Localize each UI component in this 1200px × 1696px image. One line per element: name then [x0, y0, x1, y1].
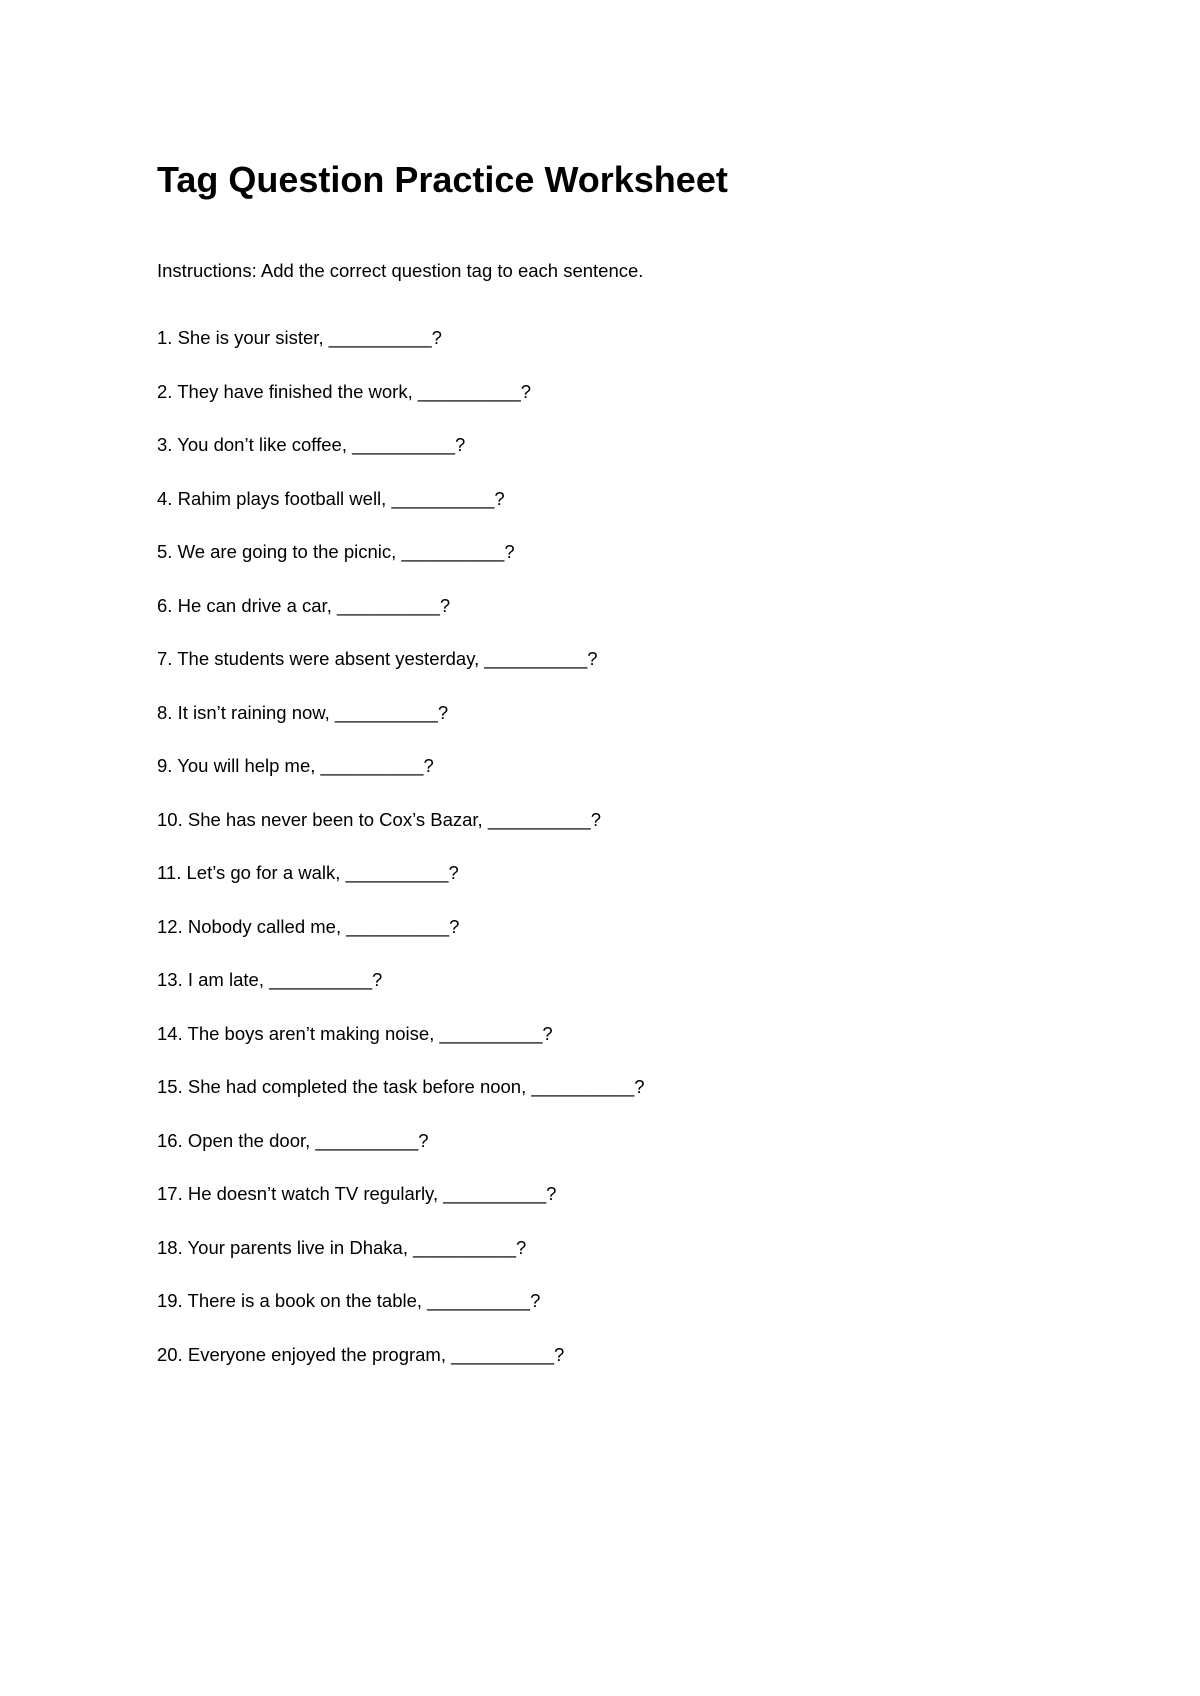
answer-blank: __________ [391, 487, 495, 509]
question-text: The boys aren’t making noise , [188, 1023, 440, 1044]
question-mark: ? [515, 1236, 527, 1258]
question-number: 14 . [157, 1023, 188, 1044]
question-text: Open the door , [188, 1130, 316, 1151]
answer-blank: __________ [487, 808, 591, 830]
answer-blank: __________ [334, 701, 438, 723]
question-item [157, 325, 645, 379]
question-mark: ? [439, 594, 451, 616]
question-number: 11 . [157, 862, 187, 883]
question-mark: ? [542, 1022, 553, 1044]
question-number: 9 . [157, 755, 177, 776]
question-number: 6 . [157, 595, 178, 616]
question-mark: ? [448, 862, 459, 883]
question-text: I am late , [188, 969, 269, 990]
question-number: 20 . [157, 1344, 188, 1365]
question-item [157, 1074, 645, 1128]
question-mark: ? [423, 755, 434, 776]
question-number: 3 . [157, 434, 177, 455]
question-item [157, 379, 645, 433]
question-number: 7 . [157, 648, 177, 669]
question-mark: ? [494, 487, 505, 509]
question-text: She had completed the task before noon , [188, 1076, 532, 1097]
question-mark: ? [449, 915, 460, 937]
question-mark: ? [554, 1343, 565, 1365]
instructions: Instructions: Add the correct question tag to each sentence. [157, 260, 644, 281]
question-number: 12 . [157, 916, 188, 937]
answer-blank: __________ [443, 1183, 547, 1204]
question-mark: ? [546, 1183, 557, 1204]
question-mark: ? [431, 327, 442, 348]
question-item [157, 1235, 645, 1289]
answer-blank: __________ [439, 1022, 543, 1044]
page-title: Tag Question Practice Worksheet [157, 159, 728, 200]
answer-blank: __________ [413, 1236, 516, 1258]
question-text: He can drive a car , [178, 595, 337, 616]
question-number: 16 . [157, 1130, 188, 1151]
question-text: She has never been to Cox’s Bazar , [188, 809, 488, 830]
question-mark: ? [504, 541, 515, 562]
answer-blank: __________ [401, 541, 505, 562]
question-item [157, 700, 645, 754]
question-item [157, 914, 645, 968]
answer-blank: __________ [320, 755, 424, 776]
answer-blank: __________ [346, 915, 450, 937]
question-text: The students were absent yesterday , [177, 648, 484, 669]
question-number: 19 . [157, 1290, 188, 1311]
question-item [157, 967, 645, 1021]
question-item [157, 860, 645, 914]
question-text: They have finished the work , [177, 381, 418, 402]
answer-blank: __________ [328, 327, 432, 348]
answer-blank: __________ [336, 594, 440, 616]
question-text: There is a book on the table , [188, 1290, 428, 1311]
question-item [157, 646, 645, 700]
question-mark: ? [634, 1076, 645, 1097]
question-text: She is your sister , [178, 327, 329, 348]
question-item [157, 807, 645, 861]
question-number: 5 . [157, 541, 178, 562]
question-item [157, 1342, 645, 1396]
answer-blank: __________ [451, 1343, 555, 1365]
question-mark: ? [455, 434, 466, 455]
question-number: 2 . [157, 381, 177, 402]
question-item [157, 753, 645, 807]
answer-blank: __________ [484, 648, 588, 669]
question-item [157, 1128, 645, 1182]
question-item [157, 1181, 645, 1235]
question-item [157, 432, 645, 486]
question-number: 15 . [157, 1076, 188, 1097]
question-item [157, 593, 645, 647]
question-mark: ? [437, 701, 449, 723]
question-text: Everyone enjoyed the program , [188, 1344, 451, 1365]
question-mark: ? [587, 648, 598, 669]
question-text: We are going to the picnic , [178, 541, 402, 562]
question-number: 17 . [157, 1183, 188, 1204]
question-item [157, 1021, 645, 1075]
question-mark: ? [530, 1290, 541, 1311]
question-number: 10 . [157, 809, 188, 830]
question-item [157, 539, 645, 593]
question-number: 8 . [157, 702, 178, 723]
question-list [157, 325, 645, 1395]
question-item [157, 1288, 645, 1342]
answer-blank: __________ [269, 969, 372, 990]
question-mark: ? [371, 969, 383, 990]
question-text: Nobody called me , [188, 916, 346, 937]
question-number: 13 . [157, 969, 188, 990]
answer-blank: __________ [345, 862, 449, 883]
question-text: You don’t like coffee , [177, 434, 352, 455]
question-mark: ? [590, 808, 602, 830]
question-text: You will help me , [177, 755, 320, 776]
question-text: He doesn’t watch TV regularly , [188, 1183, 443, 1204]
answer-blank: __________ [417, 380, 521, 402]
answer-blank: __________ [427, 1290, 531, 1311]
answer-blank: __________ [315, 1129, 419, 1151]
question-item [157, 486, 645, 540]
question-text: Let’s go for a walk , [187, 862, 346, 883]
answer-blank: __________ [531, 1076, 635, 1097]
question-mark: ? [520, 380, 532, 402]
question-number: 4 . [157, 488, 178, 509]
question-number: 18 . [157, 1237, 188, 1258]
question-text: Rahim plays football well , [178, 488, 392, 509]
question-text: Your parents live in Dhaka , [188, 1237, 414, 1258]
question-text: It isn’t raining now , [178, 702, 335, 723]
question-mark: ? [418, 1129, 429, 1151]
answer-blank: __________ [352, 434, 455, 455]
question-number: 1 . [157, 327, 178, 348]
